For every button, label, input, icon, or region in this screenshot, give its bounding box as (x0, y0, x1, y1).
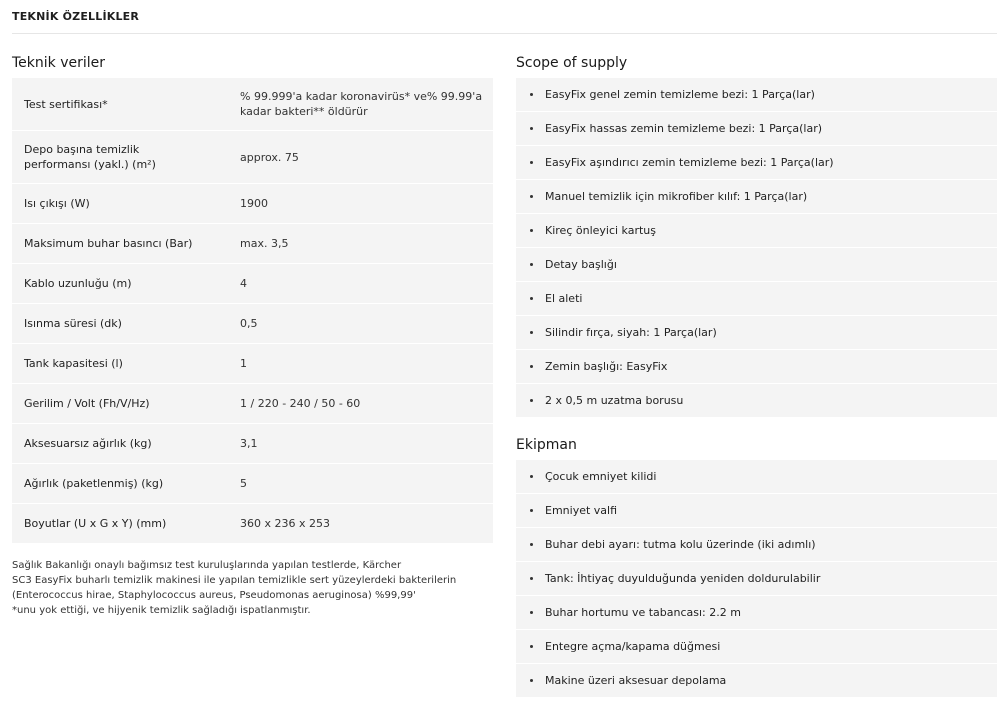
list-item (516, 494, 997, 528)
spec-value: 1900 (216, 184, 493, 224)
spec-label: Ağırlık (paketlenmiş) (kg) (12, 464, 216, 504)
spec-label: Isınma süresi (dk) (12, 304, 216, 344)
table-row (12, 384, 493, 424)
bullet-icon (530, 229, 533, 232)
list-item-label: EasyFix genel zemin temizleme bezi: 1 Parça(lar) (545, 88, 815, 101)
spec-value: approx. 75 (216, 131, 493, 184)
spec-value: 5 (216, 464, 493, 504)
spec-label: Depo başına temizlik performansı (yakl.) (m²) (12, 131, 216, 184)
list-item (516, 460, 997, 494)
divider (12, 33, 997, 34)
tech-data-column (12, 54, 493, 618)
spec-value: 0,5 (216, 304, 493, 344)
table-row (12, 424, 493, 464)
list-item-label: Zemin başlığı: EasyFix (545, 360, 668, 373)
table-row (12, 78, 493, 131)
list-item (516, 664, 997, 698)
list-item-label: Tank: İhtiyaç duyulduğunda yeniden doldurulabilir (545, 572, 821, 585)
table-row (12, 264, 493, 304)
table-row (12, 344, 493, 384)
bullet-icon (530, 161, 533, 164)
list-item (516, 350, 997, 384)
list-item (516, 528, 997, 562)
bullet-icon (530, 577, 533, 580)
list-item (516, 78, 997, 112)
spec-label: Aksesuarsız ağırlık (kg) (12, 424, 216, 464)
spec-value: 1 / 220 - 240 / 50 - 60 (216, 384, 493, 424)
spec-label: Isı çıkışı (W) (12, 184, 216, 224)
list-item (516, 146, 997, 180)
bullet-icon (530, 331, 533, 334)
table-row (12, 131, 493, 184)
section-title: TEKNİK ÖZELLİKLER (12, 10, 140, 23)
spec-label: Tank kapasitesi (l) (12, 344, 216, 384)
bullet-icon (530, 543, 533, 546)
spec-value: 4 (216, 264, 493, 304)
bullet-icon (530, 365, 533, 368)
bullet-icon (530, 475, 533, 478)
list-item-label: Buhar hortumu ve tabancası: 2.2 m (545, 606, 741, 619)
list-item-label: Detay başlığı (545, 258, 617, 271)
list-item (516, 112, 997, 146)
list-item (516, 630, 997, 664)
spec-label: Gerilim / Volt (Fh/V/Hz) (12, 384, 216, 424)
list-item-label: Silindir fırça, siyah: 1 Parça(lar) (545, 326, 717, 339)
bullet-icon (530, 93, 533, 96)
table-row (12, 464, 493, 504)
list-item-label: El aleti (545, 292, 583, 305)
table-row (12, 224, 493, 264)
list-item (516, 596, 997, 630)
spec-value: 360 x 236 x 253 (216, 504, 493, 544)
list-item-label: Buhar debi ayarı: tutma kolu üzerinde (iki adımlı) (545, 538, 816, 551)
list-item-label: EasyFix hassas zemin temizleme bezi: 1 Parça(lar) (545, 122, 823, 135)
list-item-label: Manuel temizlik için mikrofiber kılıf: 1 Parça(lar) (545, 190, 808, 203)
supply-list (516, 78, 997, 418)
list-item-label: Çocuk emniyet kilidi (545, 470, 657, 483)
table-row (12, 304, 493, 344)
supply-column (516, 54, 997, 698)
bullet-icon (530, 509, 533, 512)
bullet-icon (530, 611, 533, 614)
tech-data-table (12, 78, 493, 544)
list-item (516, 214, 997, 248)
spec-label: Test sertifikası* (12, 78, 216, 131)
list-item-label: Kireç önleyici kartuş (545, 224, 657, 237)
list-item-label: Entegre açma/kapama düğmesi (545, 640, 721, 653)
list-item (516, 316, 997, 350)
list-item (516, 562, 997, 596)
equipment-heading: Ekipman (516, 437, 577, 453)
table-row (12, 504, 493, 544)
table-row (12, 184, 493, 224)
spec-value: % 99.999'a kadar koronavirüs* ve% 99.99'a kadar bakteri** öldürür (216, 78, 493, 131)
list-item-label: EasyFix aşındırıcı zemin temizleme bezi: 1 Parça(lar) (545, 156, 834, 169)
spec-label: Boyutlar (U x G x Y) (mm) (12, 504, 216, 544)
bullet-icon (530, 645, 533, 648)
list-item-label: Makine üzeri aksesuar depolama (545, 674, 727, 687)
bullet-icon (530, 679, 533, 682)
bullet-icon (530, 297, 533, 300)
footnote: Sağlık Bakanlığı onaylı bağımsız test kuruluşlarında yapılan testlerde, Kärcher SC3 EasyFix buharlı temizlik makinesi ile yapılan temizlikle sert yüzeylerdeki bakterilerin (Enterococcus hirae, Staphylococcus aureus, Pseudomonas aeruginosa) %99,99' *unu yok ettiği, ve hijyenik temizlik sağladığı ispatlanmıştır. (12, 560, 457, 616)
spec-value: 3,1 (216, 424, 493, 464)
bullet-icon (530, 195, 533, 198)
spec-label: Kablo uzunluğu (m) (12, 264, 216, 304)
list-item (516, 248, 997, 282)
bullet-icon (530, 399, 533, 402)
list-item (516, 282, 997, 316)
spec-value: 1 (216, 344, 493, 384)
list-item-label: 2 x 0,5 m uzatma borusu (545, 394, 684, 407)
equipment-list (516, 460, 997, 698)
supply-heading: Scope of supply (516, 55, 628, 71)
bullet-icon (530, 127, 533, 130)
tech-data-heading: Teknik veriler (12, 55, 106, 71)
bullet-icon (530, 263, 533, 266)
spec-value: max. 3,5 (216, 224, 493, 264)
list-item (516, 384, 997, 418)
list-item (516, 180, 997, 214)
list-item-label: Emniyet valfi (545, 504, 618, 517)
spec-label: Maksimum buhar basıncı (Bar) (12, 224, 216, 264)
